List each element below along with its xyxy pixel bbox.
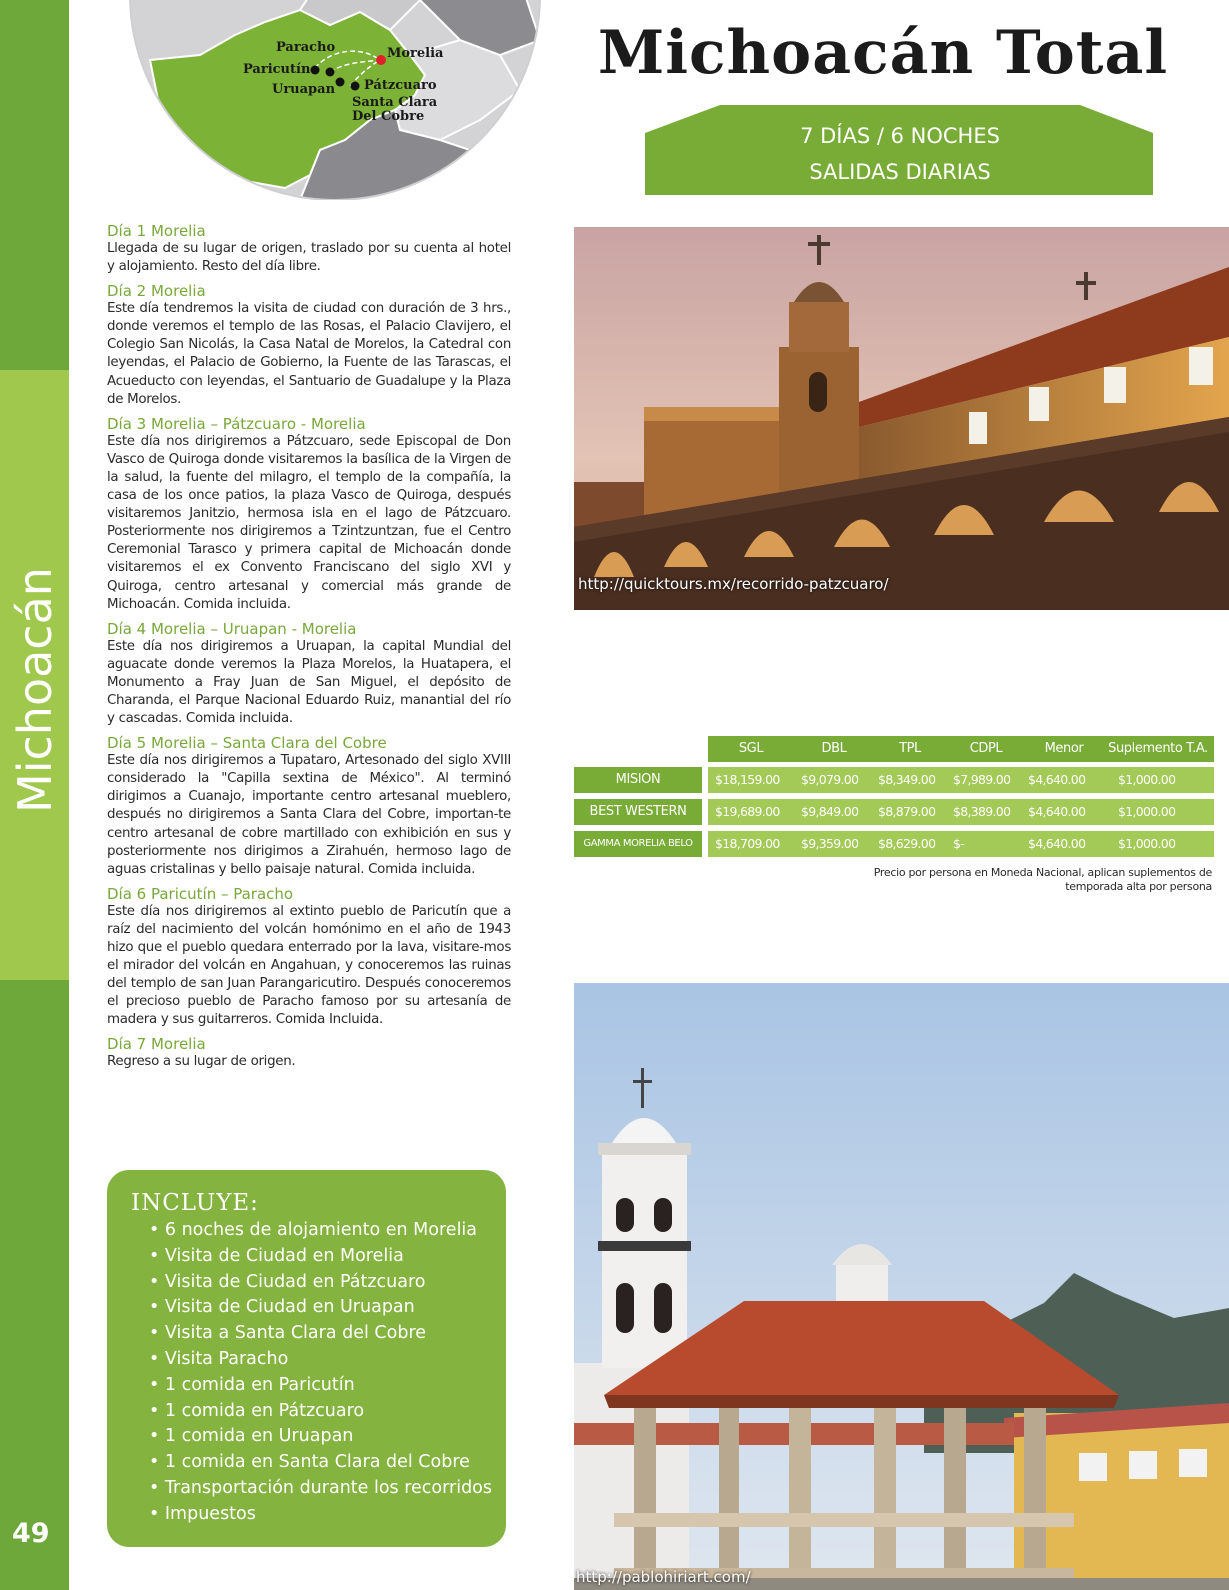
- price-cell: $4,640.00: [1028, 804, 1086, 819]
- duration-label: 7 DÍAS / 6 NOCHES: [800, 124, 1000, 148]
- price-cell: $19,689.00: [715, 804, 780, 819]
- list-item: • Visita de Ciudad en Morelia: [149, 1244, 492, 1270]
- list-item: • 1 comida en Uruapan: [149, 1424, 492, 1450]
- itinerary-day: [107, 621, 511, 728]
- route-map: [0, 0, 560, 200]
- list-item: • Visita Paracho: [149, 1347, 492, 1373]
- includes-box: [107, 1170, 506, 1547]
- day-description: Este día nos dirigiremos a Uruapan, la capital Mundial del aguacate donde veremos la Plaza Morelos, la Huatapera, el Monumento a Fray Juan de San Miguel, el depósito de Charanda, el Parque Nacional Eduardo Ruiz, manantial del río y cascadas. Comida incluida.: [107, 638, 511, 727]
- list-item: • Visita a Santa Clara del Cobre: [149, 1321, 492, 1347]
- price-cell: $1,000.00: [1118, 772, 1176, 787]
- price-cell: $1,000.00: [1118, 836, 1176, 851]
- day-description: Este día nos dirigiremos a Tupataro, Artesonado del siglo XVIII considerado la "Capilla sextina de México". Al terminó dirigimos a Cuanajo, importante centro artesanal mueblero, después no dirigiremos a Santa Clara del Cobre, importan-te centro artesanal de cobre martillado con exhibición en sus y posteriormente nos dirigimos a Zirahuén, hermoso lago de aguas cristalinas y bello paisaje natural. Comida incluida.: [107, 753, 511, 877]
- map-label-paracho: Paracho: [276, 40, 336, 55]
- day-description: Regreso a su lugar de origen.: [107, 1054, 296, 1070]
- map-label-patzcuaro: Pátzcuaro: [364, 78, 437, 93]
- price-cell: $18,159.00: [715, 772, 780, 787]
- price-header-cdpl: CDPL: [946, 736, 1026, 762]
- day-title: Día 2 Morelia: [107, 282, 206, 301]
- price-cell: $9,359.00: [801, 836, 859, 851]
- day-title: Día 4 Morelia – Uruapan - Morelia: [107, 619, 357, 638]
- duration-ribbon-text: [645, 118, 1155, 190]
- day-title: Día 3 Morelia – Pátzcuaro - Morelia: [107, 414, 366, 433]
- list-item: • Impuestos: [149, 1502, 492, 1528]
- list-item: • 1 comida en Santa Clara del Cobre: [149, 1450, 492, 1476]
- region-label: Michoacán: [8, 567, 62, 813]
- departures-label: SALIDAS DIARIAS: [809, 160, 991, 184]
- price-header-tpl: TPL: [874, 736, 946, 762]
- itinerary-day: [107, 223, 511, 276]
- itinerary-day: [107, 886, 511, 1030]
- kiosk-photo: [574, 983, 1229, 1590]
- photo-credit: http://pablohiriart.com/: [576, 1568, 751, 1586]
- price-cell: $-: [953, 836, 965, 851]
- day-title: Día 6 Paricutín – Paracho: [107, 884, 294, 903]
- day-description: Este día nos dirigiremos al extinto pueblo de Paricutín que a raíz del nacimiento del volcán homónimo en el año de 1943 hizo que el pueblo quedara enterrado por la lava, visitare-mos el mirador del volcán en Angahuan, y conoceremos las ruinas del templo de san Juan Parangaricutiro. Después conoceremos el precioso pueblo de Paracho famoso por su artesanía de madera y sus guitarreros. Comida Incluida.: [107, 903, 511, 1028]
- map-label-uruapan: Uruapan: [272, 82, 336, 97]
- day-title: Día 7 Morelia: [107, 1035, 206, 1054]
- map-label-paricutin: Paricutín: [243, 62, 311, 77]
- price-header-dbl: DBL: [794, 736, 874, 762]
- page-number: 49: [12, 1518, 50, 1549]
- table-row: [708, 799, 1214, 825]
- day-title: Día 5 Morelia – Santa Clara del Cobre: [107, 734, 387, 753]
- day-description: Este día tendremos la visita de ciudad con duración de 3 hrs., donde veremos el templo de las Rosas, el Palacio Clavijero, el Colegio San Nicolás, la Casa Natal de Morelos, la Catedral con leyendas, el Palacio de Gobierno, la Fuente de las Tarascas, el Acueducto con leyendas, el Santuario de Guadalupe y la Plaza de Morelos.: [107, 301, 511, 407]
- price-row-hotel: GAMMA MORELIA BELO: [574, 831, 702, 857]
- day-title: Día 1 Morelia: [107, 222, 206, 240]
- sidebar-band-bottom: [0, 980, 69, 1590]
- list-item: • 1 comida en Pátzcuaro: [149, 1399, 492, 1425]
- price-cell: $8,629.00: [878, 836, 936, 851]
- list-item: • 1 comida en Paricutín: [149, 1373, 492, 1399]
- price-cell: $1,000.00: [1118, 804, 1176, 819]
- itinerary-day: [107, 416, 511, 614]
- list-item: • Transportación durante los recorridos: [149, 1476, 492, 1502]
- map-label-morelia: Morelia: [387, 46, 444, 61]
- table-row: [708, 767, 1214, 793]
- list-item: • Visita de Ciudad en Uruapan: [149, 1295, 492, 1321]
- itinerary-day: [107, 735, 511, 879]
- includes-list: [149, 1218, 492, 1528]
- price-header-sgl: SGL: [708, 736, 794, 762]
- map-label-santa-clara: Santa Clara: [352, 95, 438, 110]
- includes-title: INCLUYE:: [131, 1190, 259, 1216]
- table-row: [708, 831, 1214, 857]
- price-cell: $18,709.00: [715, 836, 780, 851]
- price-row-hotel: BEST WESTERN: [574, 799, 702, 825]
- price-note-line: temporada alta por persona: [1065, 880, 1212, 893]
- itinerary-day: [107, 283, 511, 409]
- list-item: • Visita de Ciudad en Pátzcuaro: [149, 1270, 492, 1296]
- price-header-menor: Menor: [1026, 736, 1102, 762]
- list-item: • 6 noches de alojamiento en Morelia: [149, 1218, 492, 1244]
- day-description: Este día nos dirigiremos a Pátzcuaro, sede Episcopal de Don Vasco de Quiroga donde visitaremos la basílica de la Virgen de la salud, la fuente del milagro, el templo de la compañía, la casa de los once patios, la plaza Vasco de Quiroga, después visitaremos Janitzio, hermosa isla en el lago de Pátzcuaro. Posteriormente nos dirigiremos a Tzintzuntzan, fue el Centro Ceremonial Tarasco y primera capital de Michoacán donde visitaremos el ex Convento Franciscano del siglo XVI y Quiroga, centro artesanal y comercial más grande de Michoacán. Comida incluida.: [107, 433, 511, 612]
- photo-credit: http://quicktours.mx/recorrido-patzcuaro/: [578, 575, 889, 593]
- patzcuaro-photo: [574, 227, 1229, 610]
- price-header-suplemento: Suplemento T.A.: [1102, 736, 1214, 762]
- price-row-hotel: MISION: [574, 767, 702, 793]
- price-cell: $8,879.00: [878, 804, 936, 819]
- day-description: Llegada de su lugar de origen, traslado por su cuenta al hotel y alojamiento. Resto del día libre.: [107, 241, 511, 275]
- price-cell: $4,640.00: [1028, 836, 1086, 851]
- page-title: Michoacán Total: [597, 18, 1169, 88]
- price-cell: $9,849.00: [801, 804, 859, 819]
- itinerary: [107, 223, 511, 1079]
- price-cell: $8,349.00: [878, 772, 936, 787]
- price-note: [820, 866, 1212, 894]
- map-label-del-cobre: Del Cobre: [352, 109, 425, 124]
- price-cell: $4,640.00: [1028, 772, 1086, 787]
- price-cell: $8,389.00: [953, 804, 1011, 819]
- price-note-line: Precio por persona en Moneda Nacional, aplican suplementos de: [873, 866, 1212, 879]
- itinerary-day: [107, 1036, 511, 1071]
- price-cell: $7,989.00: [953, 772, 1011, 787]
- price-cell: $9,079.00: [801, 772, 859, 787]
